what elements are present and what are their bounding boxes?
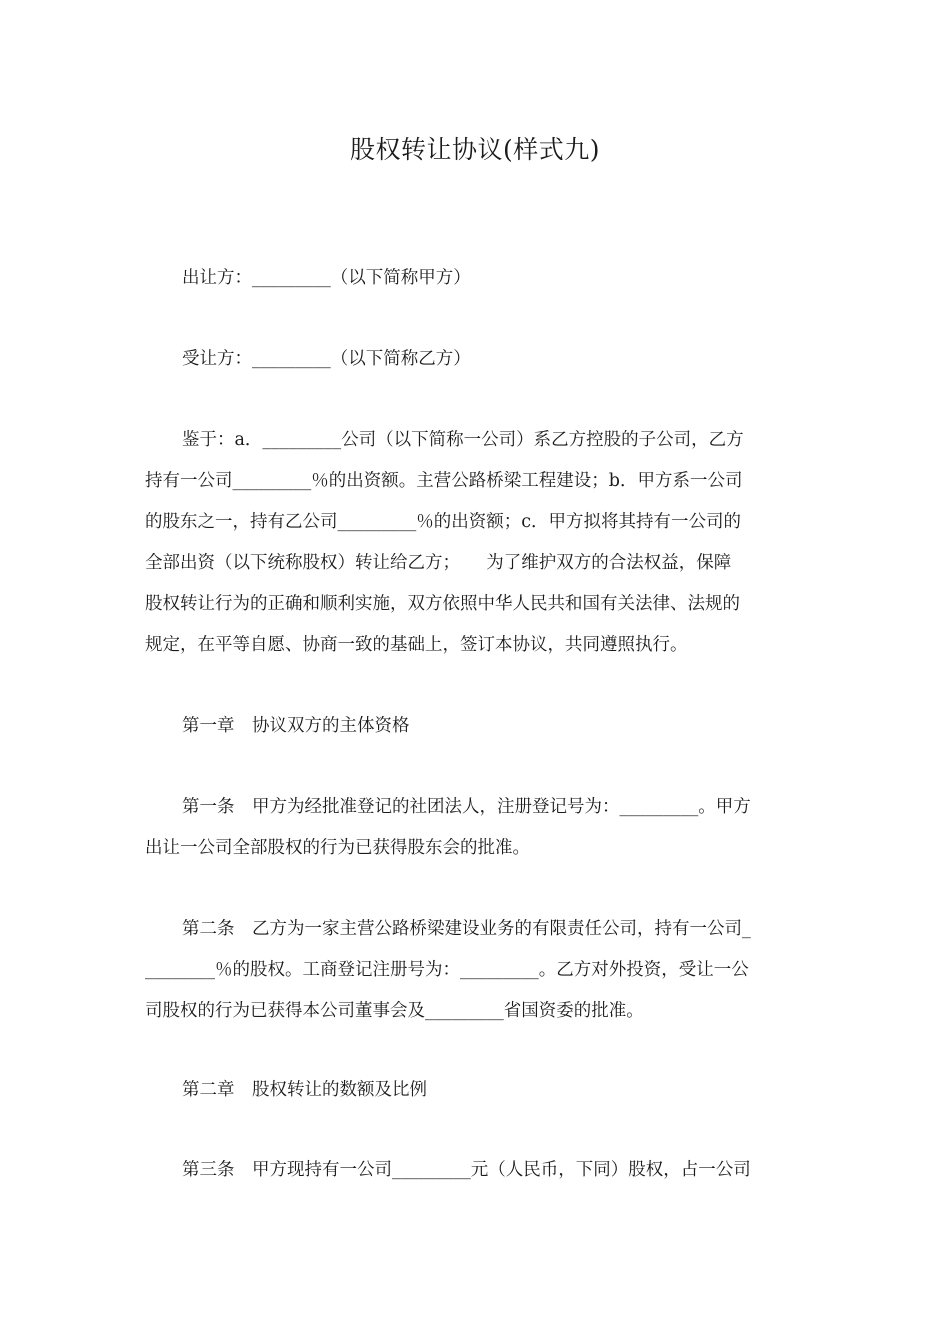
- article-line: 第三条 甲方现持有一公司_________元（人民币，下同）股权，占一公司: [182, 1160, 751, 1180]
- party-transferee-line: 受让方：_________（以下简称乙方）: [182, 349, 471, 369]
- chapter-heading: 第二章 股权转让的数额及比例: [182, 1080, 427, 1100]
- recital-line: 规定，在平等自愿、协商一致的基础上，签订本协议，共同遵照执行。: [145, 635, 688, 655]
- recital-line: 的股东之一，持有乙公司_________％的出资额；c．甲方拟将其持有一公司的: [145, 512, 742, 532]
- article-line: 第一条 甲方为经批准登记的社团法人，注册登记号为：_________。甲方: [182, 797, 751, 817]
- chapter-heading: 第一章 协议双方的主体资格: [182, 716, 410, 736]
- article-line: 司股权的行为已获得本公司董事会及_________省国资委的批准。: [145, 1001, 644, 1021]
- document-title: 股权转让协议(样式九): [349, 135, 600, 164]
- recital-line: 全部出资（以下统称股权）转让给乙方； 为了维护双方的合法权益，保障: [145, 553, 732, 573]
- article-line: 第二条 乙方为一家主营公路桥梁建设业务的有限责任公司，持有一公司_: [182, 919, 751, 939]
- party-transferor-line: 出让方：_________（以下简称甲方）: [182, 268, 471, 288]
- recital-line: 股权转让行为的正确和顺利实施，双方依照中华人民共和国有关法律、法规的: [145, 594, 740, 614]
- recital-line: 持有一公司_________％的出资额。主营公路桥梁工程建设；b．甲方系一公司: [145, 471, 743, 491]
- article-line: ________％的股权。工商登记注册号为：_________。乙方对外投资，受让一公: [145, 960, 749, 980]
- article-line: 出让一公司全部股权的行为已获得股东会的批准。: [145, 838, 530, 858]
- recital-line: 鉴于：a．_________公司（以下简称一公司）系乙方控股的子公司，乙方: [182, 430, 744, 450]
